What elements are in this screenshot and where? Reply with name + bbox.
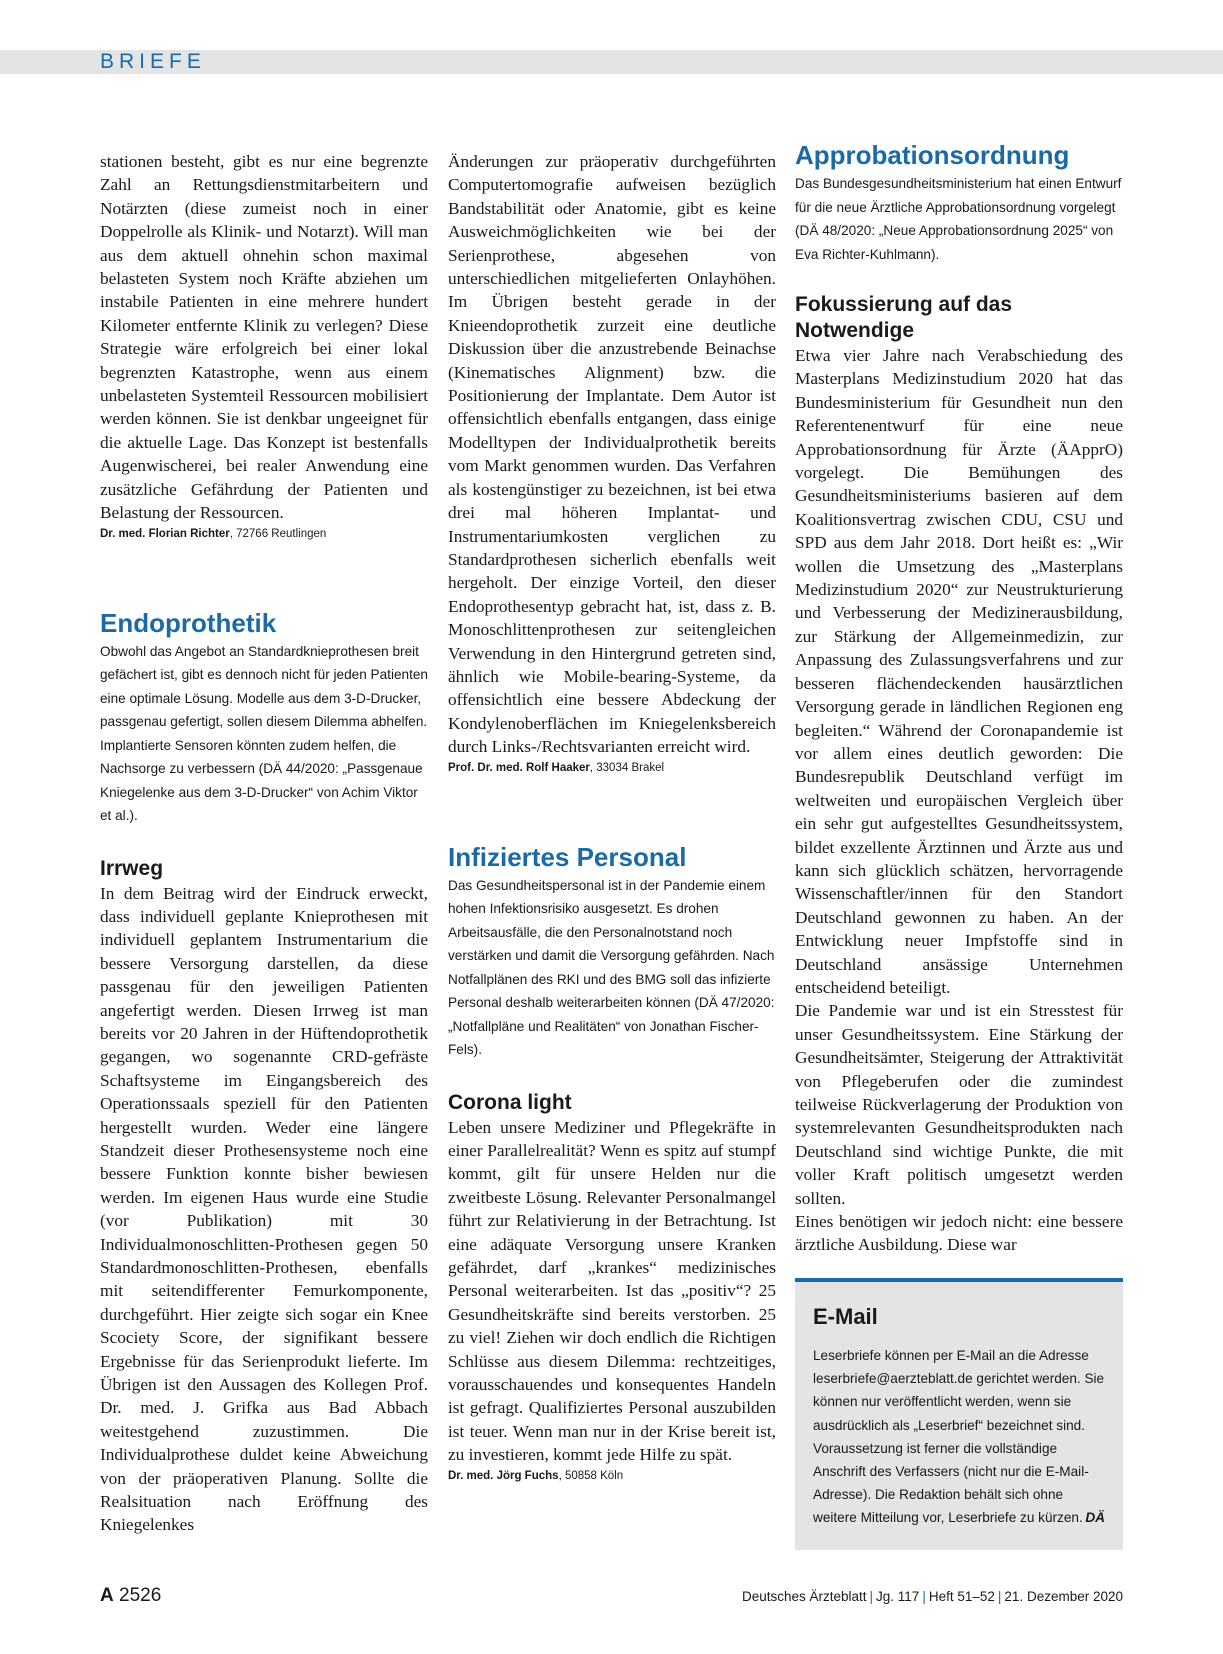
email-box-text bbox=[813, 1344, 1105, 1530]
column-2 bbox=[448, 150, 776, 1482]
column-1 bbox=[100, 150, 428, 1537]
section-label: BRIEFE bbox=[100, 50, 206, 73]
letter-text: In dem Beitrag wird der Eindruck erweckt, dass individuell geplante Knieprothesen mit individuell geplantem Instrumentarium die bessere Versorgung darstellen, da diese passgenau für den jeweiligen Patienten angefertigt werden. Diesen Irrweg ist man bereits vor 20 Jahren in der Hüftendoprothetik gegangen, wo sogenannte CRD-gefräste Schaftsysteme im Eingangsbereich des Operationssaals speziell für den Patienten hergestellt wurden. Weder eine längere Standzeit dieser Prothesensysteme noch eine bessere Funktion konnte bisher bewiesen werden. Im eigenen Haus wurde eine Studie (vor Publikation) mit 30 Individualmonoschlitten-Prothesen gegen 50 Standardmonoschlitten-Prothesen, ebenfalls mit seitendifferenter Femurkomponente, durchgeführt. Hier zeigte sich sogar ein Knee Scociety Score, der signifikant bessere Ergebnisse für das Serienprodukt lieferte. Im Übrigen ist den Aussagen des Kollegen Prof. Dr. med. J. Grifka aus Bad Abbach weitestgehend zuzustimmen. Die Individualprothese duldet keine Abweichung von der präoperativen Planung. Sollte die Realsituation nach Eröffnung des Kniegelenkes bbox=[100, 883, 428, 1535]
section-heading-infiziertes-personal: Infiziertes Personal bbox=[448, 841, 687, 872]
letter-signature bbox=[448, 762, 776, 774]
journal-date: 21. Dezember 2020 bbox=[1004, 1589, 1123, 1604]
page-prefix: A bbox=[100, 1585, 114, 1606]
section-intro: Das Bundesgesundheitsministerium hat einen Entwurf für die neue Ärztliche Approbationsordnung vorgelegt (DÄ 48/2020: „Neue Approbationsordnung 2025“ von Eva Richter-Kuhlmann). bbox=[795, 176, 1122, 262]
letter-text: Die Pandemie war und ist ein Stresstest für unser Gesundheitssystem. Eine Stärkung der Gesundheitsämter, Steigerung der Attraktivität von Pflegeberufen oder die zumindest teilweise Rückverlagerung der Produktion von systemrelevanten Gesundheitsprodukten nach Deutschland sind wichtige Punkte, die mit voller Kraft politisch umgesetzt werden sollten. bbox=[795, 1001, 1123, 1208]
journal-volume: Jg. 117 bbox=[876, 1589, 920, 1604]
page-number bbox=[100, 1585, 161, 1607]
letter-text: Eines benötigen wir jedoch nicht: eine bessere ärztliche Ausbildung. Diese war bbox=[795, 1212, 1123, 1255]
separator: | bbox=[922, 1589, 926, 1604]
author-place: , 72766 Reutlingen bbox=[229, 527, 327, 540]
author-place: , 33034 Brakel bbox=[589, 761, 665, 774]
section-intro: Obwohl das Angebot an Standardknieprothesen breit gefächert ist, gibt es dennoch nicht für jeden Patienten eine optimale Lösung. Modelle aus dem 3-D-Drucker, passgenau gefertigt, sollen diesem Dilemma abhelfen. Implantierte Sensoren könnten zudem helfen, die Nachsorge zu verbessern (DÄ 44/2020: „Passgenaue Kniegelenke aus dem 3-D-Drucker“ von Achim Viktor et al.). bbox=[100, 643, 428, 823]
letter-signature bbox=[448, 1470, 776, 1482]
email-box-title: E-Mail bbox=[813, 1304, 878, 1329]
journal-issue: Heft 51–52 bbox=[928, 1589, 995, 1604]
section-heading-approbationsordnung: Approbationsordnung bbox=[795, 140, 1070, 170]
letter-text: Änderungen zur präoperativ durchgeführten Computertomografie aufweisen bezüglich Bandstabilität oder Anatomie, gibt es keine Ausweichmöglichkeiten wie bei der Serienprothese, abgesehen von unterschiedlichen mitgelieferten Onlayhöhen. Im Übrigen besteht gerade in der Knieendoprothetik zurzeit eine deutliche Diskussion über die anzustrebende Beinachse (Kinematisches Alignment) bzw. die Positionierung der Implantate. Dem Autor ist offensichtlich ebenfalls entgangen, dass einige Modelltypen der Individualprothetik bereits vom Markt genommen wurden. Das Verfahren als kostengünstiger zu bezeichnen, ist bei etwa drei mal höheren Implantat- und Instrumentariumkosten verglichen zu Standardprothesen sicherlich ebenfalls weit hergeholt. Der einzige Vorteil, den dieser Endoprothesentyp gebracht hat, ist, dass z. B. Monoschlittenprothesen zur seitengleichen Verwendung in den Hintergrund getreten sind, ähnlich wie Mobile-bearing-Systeme, da offensichtlich eine bessere Abdeckung der Kondylenoberflächen im Kniegelenksbereich durch Links-/Rechtsvarianten erreicht wird. bbox=[448, 152, 776, 757]
letter-heading: Fokussierung auf das Notwendige bbox=[795, 293, 1013, 342]
author-name: Dr. med. Florian Richter bbox=[100, 527, 230, 540]
email-info-box bbox=[795, 1278, 1123, 1550]
journal-name: Deutsches Ärzteblatt bbox=[741, 1589, 867, 1604]
column-3 bbox=[795, 140, 1123, 1257]
letter-heading: Corona light bbox=[448, 1090, 572, 1114]
letter-heading: Irrweg bbox=[100, 856, 164, 880]
journal-citation bbox=[742, 1589, 1123, 1604]
author-place: , 50858 Köln bbox=[558, 1469, 624, 1482]
letter-continuation-text: stationen besteht, gibt es nur eine begrenzte Zahl an Rettungsdienstmitarbeitern und Notärzten (diese zumeist noch in einer Doppelrolle als Klinik- und Notarzt). Will man aus dem aktuell ohnehin schon maximal belasteten System noch Kräfte abziehen um instabile Patienten in eine mehrere hundert Kilometer entfernte Klinik zu verlegen? Diese Strategie wäre erfolgreich bei einer lokal begrenzten Katastrophe, wenn aus einem unbelasteten Systemteil Ressourcen mobilisiert werden können. Sie ist denkbar ungeeignet für die aktuelle Lage. Das Konzept ist bestenfalls Augenwischerei, bei realer Anwendung eine zusätzliche Gefährdung der Patienten und Belastung der Ressourcen. bbox=[100, 152, 428, 523]
email-box-body: Leserbriefe können per E-Mail an die Adresse leserbriefe@aerzteblatt.de gerichtet werden. Sie können nur veröffentlicht werden, wenn sie ausdrücklich als „Leserbrief“ bezeichnet sind. Voraussetzung ist ferner die vollständige Anschrift des Verfassers (nicht nur die E-Mail-Adresse). Die Redaktion behält sich ohne weitere Mitteilung vor, Leserbriefe zu kürzen. bbox=[813, 1348, 1105, 1526]
letter-text: Etwa vier Jahre nach Verabschiedung des Masterplans Medizinstudium 2020 hat das Bundesministerium für Gesundheit nun den Referentenentwurf für eine neue Approbationsordnung für Ärzte (ÄApprO) vorgelegt. Die Bemühungen des Gesundheitsministeriums basieren auf dem Koalitionsvertrag zwischen CDU, CSU und SPD aus dem Jahr 2018. Dort heißt es: „Wir wollen die Umsetzung des „Masterplans Medizinstudium 2020“ zur Neustrukturierung und Verbesserung der Medizinerausbildung, zur Stärkung der Allgemeinmedizin, zur Anpassung des Zulassungsverfahrens und zur besseren flächendeckenden hausärztlichen Versorgung gerade in ländlichen Regionen eng begleiten.“ Während der Coronapandemie ist vor allem eines deutlich geworden: Die Bundesrepublik Deutschland verfügt im weltweiten und europäischen Vergleich über ein sehr gut aufgestelltes Gesundheitssystem, bildet exzellente Ärztinnen und Ärzte aus und kann sich glücklich schätzen, hervorragende Wissenschaftler/innen für den Standort Deutschland gewonnen zu haben. An der Entwicklung neuer Impfstoffe sind in Deutschland ansässige Unternehmen entscheidend beteiligt. bbox=[795, 346, 1123, 997]
page-number-value: 2526 bbox=[119, 1585, 162, 1606]
editor-signature: DÄ bbox=[1085, 1510, 1105, 1526]
separator: | bbox=[997, 1589, 1002, 1604]
separator: | bbox=[869, 1589, 874, 1604]
letter-signature bbox=[100, 528, 428, 540]
section-intro: Das Gesundheitspersonal ist in der Pandemie einem hohen Infektionsrisiko ausgesetzt. Es drohen Arbeitsausfälle, die den Personalnotstand noch verstärken und damit die Versorgung gefährden. Nach Notfallplänen des RKI und des BMG soll das infizierte Personal deshalb weiterarbeiten können (DÄ 47/2020: „Notfallpläne und Realitäten“ von Jonathan Fischer-Fels). bbox=[448, 877, 775, 1058]
letter-text: Leben unsere Mediziner und Pflegekräfte in einer Parallelrealität? Wenn es spitz auf stumpf kommt, gilt für unsere Helden nur die zweitbeste Lösung. Relevanter Personalmangel führt zur Relativierung in der Betrachtung. Ist eine adäquate Versorgung unsere Kranken gefährdet, darf „krankes“ medizinisches Personal weiterarbeiten. Ist das „positiv“? 25 Gesundheitskräfte sind bereits verstorben. 25 zu viel! Ziehen wir doch endlich die Richtigen Schlüsse aus diesem Dilemma: rechtzeitiges, vorausschauendes und konsequentes Handeln ist gefragt. Qualifiziertes Personal auszubilden ist teuer. Wenn man nur in der Krise bereit ist, zu investieren, kommt jede Hilfe zu spät. bbox=[448, 1117, 776, 1465]
author-name: Prof. Dr. med. Rolf Haaker bbox=[448, 761, 590, 774]
author-name: Dr. med. Jörg Fuchs bbox=[448, 1469, 559, 1482]
section-heading-endoprothetik: Endoprothetik bbox=[100, 607, 277, 638]
